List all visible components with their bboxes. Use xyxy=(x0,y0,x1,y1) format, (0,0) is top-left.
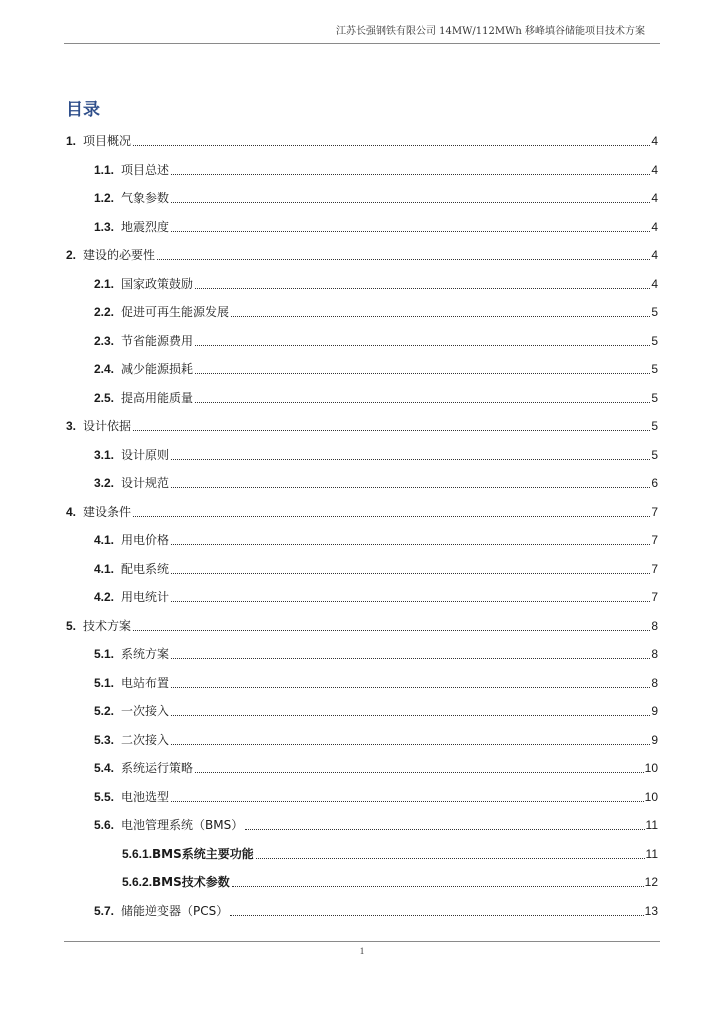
toc-entry-page: 12 xyxy=(644,875,658,889)
toc-dot-leader xyxy=(195,772,644,773)
toc-dot-leader xyxy=(171,658,650,659)
toc-dot-leader xyxy=(171,573,650,574)
toc-entry-page: 7 xyxy=(651,533,658,547)
toc-entry[interactable] xyxy=(94,811,658,833)
toc-entry-label: 技术方案 xyxy=(83,618,132,633)
toc-entry[interactable] xyxy=(94,669,658,691)
toc-entry-label: 建设条件 xyxy=(83,504,132,519)
toc-entry-number: 5.3. xyxy=(94,732,115,747)
toc-entry[interactable] xyxy=(94,726,658,748)
toc-dot-leader xyxy=(171,459,650,460)
toc-entry[interactable] xyxy=(94,583,658,605)
toc-entry-label: 提高用能质量 xyxy=(121,390,194,405)
toc-entry-page: 4 xyxy=(651,248,658,262)
toc-entry-page: 4 xyxy=(651,219,658,234)
toc-dot-leader xyxy=(171,174,650,175)
toc-entry-number: 3.2. xyxy=(94,476,115,490)
toc-entry-number: 2.1. xyxy=(94,276,115,291)
toc-entry-page: 4 xyxy=(651,276,658,291)
toc-dot-leader xyxy=(245,829,644,830)
toc-entry-page: 4 xyxy=(651,134,658,148)
toc-entry-page: 8 xyxy=(651,647,658,661)
toc-dot-leader xyxy=(157,259,650,260)
toc-dot-leader xyxy=(256,858,645,859)
toc-entry-page: 9 xyxy=(651,732,658,747)
page-number: 1 xyxy=(359,946,365,956)
toc-dot-leader xyxy=(133,630,650,631)
toc-entry[interactable] xyxy=(94,555,658,577)
toc-entry-label: 气象参数 xyxy=(121,191,170,205)
toc-entry-page: 4 xyxy=(651,191,658,205)
toc-dot-leader xyxy=(195,288,650,289)
toc-entry-number: 4. xyxy=(66,504,77,519)
toc-entry-number: 5. xyxy=(66,618,77,633)
toc-entry-page: 5 xyxy=(651,305,658,319)
toc-entry-page: 6 xyxy=(651,476,658,490)
toc-entry-number: 1.1. xyxy=(94,162,115,177)
toc-entry-page: 7 xyxy=(651,590,658,604)
toc-entry-label: BMS系统主要功能 xyxy=(152,846,254,861)
toc-entry[interactable] xyxy=(66,127,658,149)
toc-entry[interactable] xyxy=(66,612,658,634)
toc-entry-label: 系统方案 xyxy=(121,647,170,661)
toc-entry-page: 5 xyxy=(651,333,658,348)
toc-dot-leader xyxy=(171,687,650,688)
toc-entry-page: 13 xyxy=(644,903,658,918)
header-divider xyxy=(64,43,660,44)
toc-entry-label: 减少能源损耗 xyxy=(121,362,194,376)
toc-entry-number: 5.4. xyxy=(94,761,115,775)
toc-entry-label: 地震烈度 xyxy=(121,219,170,234)
toc-entry-label: 设计依据 xyxy=(83,419,132,433)
toc-dot-leader xyxy=(171,744,650,745)
toc-entry[interactable] xyxy=(94,213,658,235)
toc-entry[interactable] xyxy=(94,156,658,178)
toc-entry-number: 5.1. xyxy=(94,647,115,661)
toc-entry-number: 3. xyxy=(66,419,77,433)
toc-entry-page: 4 xyxy=(651,162,658,177)
toc-entry[interactable] xyxy=(94,441,658,463)
toc-entry-label: 项目总述 xyxy=(121,162,170,177)
toc-entry-number: 4.1. xyxy=(94,561,115,576)
toc-entry-number: 4.2. xyxy=(94,590,115,604)
running-header: 江苏长强钢铁有限公司 14MW/112MWh 移峰填谷储能项目技术方案 xyxy=(335,26,645,37)
toc-entry-label: 系统运行策略 xyxy=(121,761,194,775)
toc-entry-number: 1.2. xyxy=(94,191,115,205)
toc-dot-leader xyxy=(171,231,650,232)
toc-entry-label: 设计规范 xyxy=(121,476,170,490)
toc-entry[interactable] xyxy=(94,640,658,662)
toc-entry-label: 建设的必要性 xyxy=(83,248,156,262)
toc-entry[interactable] xyxy=(94,897,658,919)
toc-entry[interactable] xyxy=(94,270,658,292)
toc-dot-leader xyxy=(195,345,650,346)
toc-title: 目录 xyxy=(66,100,100,120)
toc-entry-number: 2.5. xyxy=(94,390,115,405)
toc-dot-leader xyxy=(133,145,650,146)
toc-entry-page: 5 xyxy=(651,390,658,405)
toc-entry-page: 8 xyxy=(651,675,658,690)
toc-entry[interactable] xyxy=(66,498,658,520)
footer-divider xyxy=(64,941,660,942)
toc-entry[interactable] xyxy=(94,384,658,406)
toc-entry-number: 5.2. xyxy=(94,704,115,718)
toc-entry[interactable] xyxy=(94,298,658,320)
toc-entry-number: 2.2. xyxy=(94,305,115,319)
toc-dot-leader xyxy=(171,601,650,602)
toc-entry-label: 用电统计 xyxy=(121,590,170,604)
toc-entry-number: 2. xyxy=(66,248,77,262)
toc-entry-page: 7 xyxy=(651,504,658,519)
toc-dot-leader xyxy=(133,516,650,517)
toc-entry-page: 7 xyxy=(651,561,658,576)
toc-entry-number: 5.1. xyxy=(94,675,115,690)
toc-entry-page: 11 xyxy=(645,846,658,861)
toc-dot-leader xyxy=(195,373,650,374)
toc-entry-number: 5.6.2. xyxy=(122,875,153,889)
toc-entry-number: 5.6.1. xyxy=(122,846,153,861)
toc-entry[interactable] xyxy=(122,840,658,862)
toc-entry[interactable] xyxy=(94,783,658,805)
toc-entry-page: 11 xyxy=(645,818,658,832)
toc-entry-number: 4.1. xyxy=(94,533,115,547)
toc-entry-label: 电站布置 xyxy=(121,675,170,690)
toc-entry-number: 5.5. xyxy=(94,789,115,804)
toc-entry-page: 8 xyxy=(651,618,658,633)
toc-entry[interactable] xyxy=(94,526,658,548)
toc-entry[interactable] xyxy=(94,697,658,719)
toc-entry-number: 3.1. xyxy=(94,447,115,462)
toc-entry-label: 用电价格 xyxy=(121,533,170,547)
toc-entry[interactable] xyxy=(94,327,658,349)
toc-entry-page: 5 xyxy=(651,447,658,462)
toc-dot-leader xyxy=(171,544,650,545)
toc-dot-leader xyxy=(171,801,644,802)
toc-dot-leader xyxy=(231,316,650,317)
toc-entry[interactable] xyxy=(94,355,658,377)
toc-entry-label: 配电系统 xyxy=(121,561,170,576)
toc-entry-label: 电池选型 xyxy=(121,789,170,804)
toc-entry[interactable] xyxy=(122,868,658,890)
toc-entry-label: 一次接入 xyxy=(121,704,170,718)
toc-entry[interactable] xyxy=(66,241,658,263)
toc-dot-leader xyxy=(195,402,650,403)
toc-entry-page: 5 xyxy=(651,362,658,376)
toc-entry-label: 项目概况 xyxy=(83,134,132,148)
toc-dot-leader xyxy=(133,430,650,431)
toc-entry-label: 国家政策鼓励 xyxy=(121,276,194,291)
toc-entry[interactable] xyxy=(94,184,658,206)
toc-entry-label: 节省能源费用 xyxy=(121,333,194,348)
toc-dot-leader xyxy=(171,715,650,716)
toc-entry[interactable] xyxy=(66,412,658,434)
toc-entry-page: 9 xyxy=(651,704,658,718)
toc-entry-label: 设计原则 xyxy=(121,447,170,462)
toc-dot-leader xyxy=(171,487,650,488)
toc-entry-label: 储能逆变器（PCS） xyxy=(121,903,229,918)
toc-entry-label: 二次接入 xyxy=(121,732,170,747)
toc-entry-label: BMS技术参数 xyxy=(152,875,230,889)
toc-entry-page: 10 xyxy=(644,761,658,775)
toc-dot-leader xyxy=(232,886,644,887)
toc-entry-page: 5 xyxy=(651,419,658,433)
toc-entry-number: 1. xyxy=(66,134,77,148)
toc-entry-number: 2.4. xyxy=(94,362,115,376)
toc-entry[interactable] xyxy=(94,469,658,491)
toc-dot-leader xyxy=(230,915,643,916)
toc-entry-number: 1.3. xyxy=(94,219,115,234)
toc-entry[interactable] xyxy=(94,754,658,776)
toc-entry-label: 电池管理系统（BMS） xyxy=(121,818,244,832)
toc-entry-number: 5.7. xyxy=(94,903,115,918)
toc-entry-number: 2.3. xyxy=(94,333,115,348)
toc-entry-number: 5.6. xyxy=(94,818,115,832)
toc-entry-label: 促进可再生能源发展 xyxy=(121,305,230,319)
toc-dot-leader xyxy=(171,202,650,203)
toc-entry-page: 10 xyxy=(644,789,658,804)
